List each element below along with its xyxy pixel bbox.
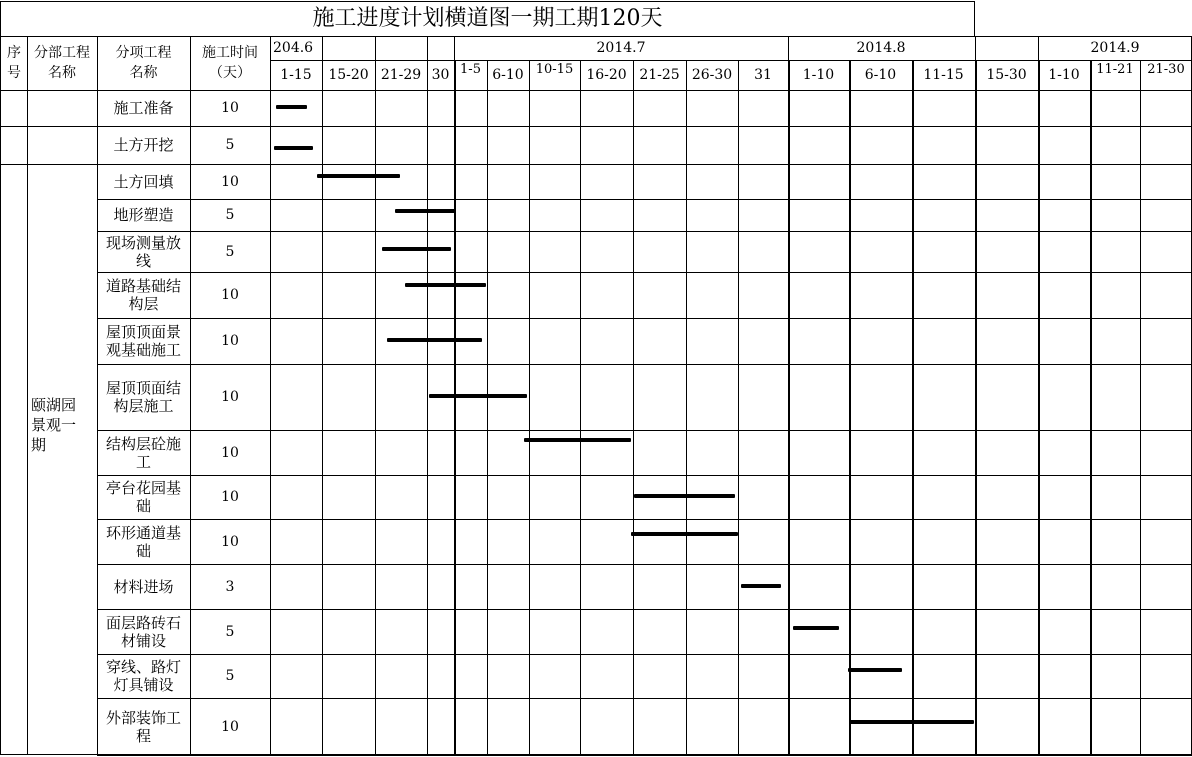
- month-aug: 2014.8: [856, 40, 906, 56]
- gantt-bar: [793, 626, 839, 630]
- grid-line: [97, 36, 98, 755]
- period-header: 1-10: [1048, 67, 1080, 83]
- period-header: 16-20: [586, 67, 627, 83]
- period-header: 6-10: [492, 67, 524, 83]
- task-duration: 10: [221, 389, 239, 405]
- period-header: 11-15: [923, 67, 964, 83]
- task-duration: 10: [221, 173, 239, 190]
- task-duration: 5: [225, 137, 235, 153]
- header-division: 分部工程名称: [34, 45, 90, 81]
- task-name: 现场测量放线: [105, 233, 181, 270]
- period-header: 10-15: [535, 62, 574, 77]
- grid-line: [375, 36, 376, 60]
- grid-line: [97, 755, 1192, 756]
- gantt-bar: [429, 394, 527, 398]
- task-duration: 5: [225, 668, 235, 684]
- task-name: 地形塑造: [113, 206, 174, 224]
- gantt-bar: [634, 494, 735, 498]
- grid-line: [974, 1, 975, 36]
- grid-line: [97, 430, 1192, 431]
- gantt-bar: [317, 174, 400, 178]
- gantt-bar: [848, 668, 902, 672]
- task-duration: 10: [221, 287, 239, 303]
- period-header: 11-21: [1096, 62, 1134, 77]
- sheet-title: 施工进度计划横道图一期工期120天: [312, 5, 663, 31]
- grid-line: [97, 609, 1192, 610]
- grid-line: [190, 36, 191, 755]
- task-name: 施工准备: [113, 99, 174, 117]
- period-header: 1-15: [280, 67, 312, 83]
- grid-line: [427, 36, 428, 60]
- gantt-bar: [387, 338, 482, 342]
- grid-line: [0, 36, 1192, 37]
- period-header: 15-20: [328, 67, 369, 83]
- task-name: 材料进场: [113, 577, 174, 596]
- gantt-bar: [382, 247, 451, 251]
- task-duration: 10: [221, 489, 239, 505]
- period-header: 21-30: [1147, 62, 1185, 77]
- task-name: 道路基础结构层: [105, 277, 181, 313]
- task-duration: 5: [225, 243, 235, 260]
- gantt-bar: [276, 105, 307, 109]
- task-duration: 10: [221, 718, 239, 735]
- task-duration: 3: [225, 578, 235, 595]
- task-name: 土方回填: [113, 172, 174, 191]
- grid-line: [0, 164, 27, 165]
- period-header: 1-10: [802, 67, 835, 83]
- task-duration: 10: [221, 533, 239, 550]
- period-header: 31: [754, 67, 772, 83]
- task-name: 亭台花园基础: [105, 479, 181, 515]
- period-header: 21-25: [639, 67, 680, 83]
- grid-line: [97, 698, 1192, 699]
- grid-line: [788, 36, 789, 60]
- division-name: 颐湖园景观一期: [31, 396, 77, 454]
- task-duration: 5: [225, 207, 235, 223]
- grid-line: [97, 199, 1192, 200]
- task-duration: 10: [221, 444, 239, 461]
- gantt-bar: [395, 209, 456, 213]
- task-duration: 10: [221, 333, 239, 349]
- period-header: 21-29: [380, 67, 422, 83]
- task-name: 屋顶顶面景观基础施工: [105, 323, 181, 359]
- grid-line: [270, 60, 1192, 61]
- grid-line: [97, 564, 1192, 565]
- header-duration: 施工时间（天）: [202, 45, 258, 81]
- task-duration: 5: [225, 623, 235, 640]
- month-jul: 2014.7: [596, 40, 646, 56]
- task-name: 穿线、路灯灯具铺设: [105, 658, 181, 694]
- grid-line: [0, 754, 1192, 755]
- gantt-bar: [849, 720, 974, 724]
- grid-line: [0, 1, 975, 2]
- gantt-bar: [741, 584, 781, 588]
- grid-line: [0, 164, 1192, 165]
- period-header: 15-30: [986, 67, 1027, 83]
- task-name: 环形通道基础: [105, 523, 181, 560]
- month-sep: 2014.9: [1090, 40, 1140, 56]
- grid-line: [97, 318, 1192, 319]
- gantt-bar: [405, 283, 486, 287]
- grid-line: [0, 1, 1, 755]
- grid-line: [0, 90, 1192, 91]
- grid-line: [97, 272, 1192, 273]
- grid-line: [322, 36, 323, 60]
- gantt-bar: [274, 146, 313, 150]
- grid-line: [97, 519, 1192, 520]
- grid-line: [97, 364, 1192, 365]
- gantt-bar: [631, 532, 738, 536]
- grid-line: [0, 126, 1192, 127]
- task-name: 结构层砼施工: [105, 434, 181, 471]
- grid-line: [97, 475, 1192, 476]
- header-seq: 序号: [7, 45, 21, 81]
- grid-line: [97, 231, 1192, 232]
- grid-line: [97, 654, 1192, 655]
- period-header: 26-30: [691, 67, 733, 83]
- gantt-bar: [524, 438, 631, 442]
- grid-line: [975, 36, 976, 60]
- header-item: 分项工程名称: [115, 45, 172, 81]
- grid-line: [270, 36, 271, 755]
- period-header: 6-10: [864, 67, 897, 83]
- task-name: 土方开挖: [113, 136, 174, 154]
- period-header: 30: [431, 67, 450, 83]
- month-jun: 204.6: [273, 40, 314, 56]
- task-name: 面层路砖石材铺设: [105, 613, 181, 650]
- period-header: 1-5: [460, 62, 481, 77]
- grid-line: [27, 36, 28, 755]
- grid-line: [1038, 36, 1039, 60]
- grid-line: [454, 36, 455, 60]
- task-name: 外部装饰工程: [105, 708, 181, 745]
- task-name: 屋顶顶面结构层施工: [105, 379, 181, 415]
- task-duration: 10: [221, 100, 239, 116]
